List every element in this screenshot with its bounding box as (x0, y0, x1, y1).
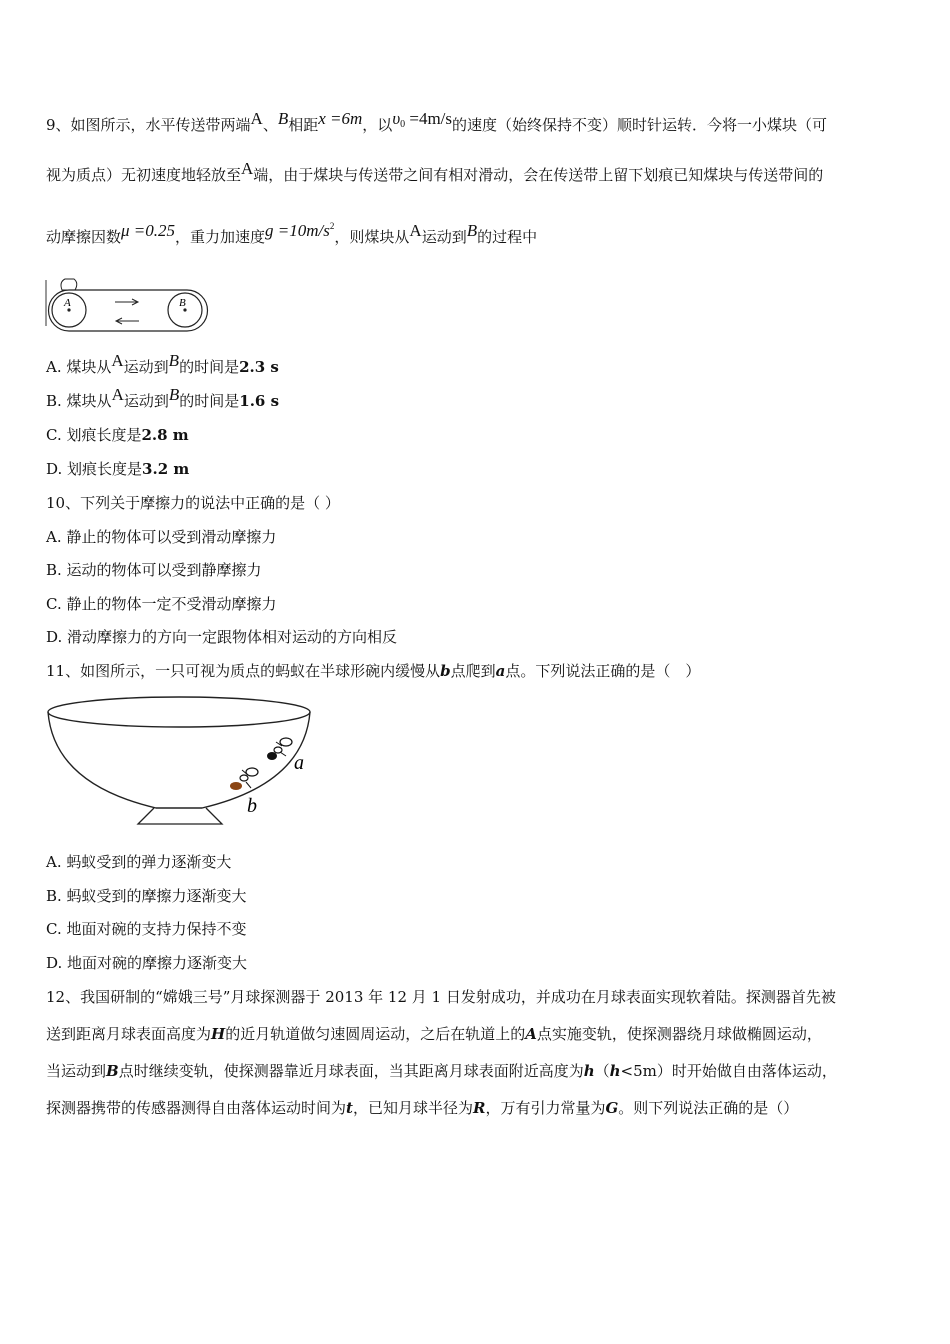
ant-a-icon (267, 738, 292, 760)
q9-line-1: 9、如图所示，水平传送带两端A、B相距x =6m，以$\upsilon_0 =4m/s$的速度（始终保持不变）顺时针运转．今将一小煤块（可 (46, 109, 828, 134)
q12-line-4: 探测器携带的传感器测得自由落体运动时间为t，已知月球半径为R，万有引力常量为G。则下列说法正确的是（） (46, 1099, 799, 1117)
q11-option-c: C. 地面对碗的支持力保持不变 (46, 920, 247, 938)
q11-option-b: B. 蚂蚁受到的摩擦力逐渐变大 (46, 887, 247, 905)
friction-coefficient-formula: μ =0.25 (121, 221, 176, 240)
q12-line-3: 当运动到B点时继续变轨，使探测器靠近月球表面，当其距离月球表面附近高度为h（h<5m）时开始做自由落体运动， (46, 1062, 837, 1080)
q9-line-3: 动摩擦因数μ =0.25，重力加速度$g =10m/s^2$，则煤块从A运动到B的过程中 (46, 221, 538, 246)
figure-label-a: a (294, 752, 304, 774)
q11-option-a: A. 蚂蚁受到的弹力逐渐变大 (46, 853, 232, 871)
figure-label-b: b (247, 795, 257, 817)
q9-option-a: A. 煤块从A运动到B的时间是2.3 s (46, 351, 279, 376)
q9-line-2: 视为质点）无初速度地轻放至A端，由于煤块与传送带之间有相对滑动，会在传送带上留下划痕已知煤块与传送带间的 (46, 159, 824, 184)
figure-label-b: B (179, 297, 186, 309)
bowl-base (138, 808, 222, 824)
q10-stem: 10、下列关于摩擦力的说法中正确的是（ ） (46, 494, 340, 512)
q10-option-d: D. 滑动摩擦力的方向一定跟物体相对运动的方向相反 (46, 628, 398, 646)
bowl-rim (48, 697, 310, 727)
figure-label-a: A (64, 297, 71, 309)
q9-option-d: D. 划痕长度是3.2 m (46, 460, 190, 478)
ant-b-icon (230, 768, 258, 790)
q12-line-2: 送到距离月球表面高度为H的近月轨道做匀速圆周运动，之后在轨道上的A点实施变轨，使探测器绕月球做椭圆运动， (46, 1025, 822, 1043)
q9-option-b: B. 煤块从A运动到B的时间是1.6 s (46, 385, 280, 410)
gravity-formula: $g =10m/s^2$ (265, 221, 335, 240)
distance-formula: x =6m (318, 109, 363, 128)
coal-block-icon (61, 279, 77, 290)
q10-option-b: B. 运动的物体可以受到静摩擦力 (46, 561, 262, 579)
q11-option-d: D. 地面对碗的摩擦力逐渐变大 (46, 954, 248, 972)
q10-option-a: A. 静止的物体可以受到滑动摩擦力 (46, 528, 277, 546)
q11-stem: 11、如图所示，一只可视为质点的蚂蚁在半球形碗内缓慢从b点爬到a点。下列说法正确的是（ ） (46, 662, 701, 680)
q12-line-1: 12、我国研制的“嫦娥三号”月球探测器于 2013 年 12 月 1 日发射成功，并成功在月球表面实现软着陆。探测器首先被 (46, 988, 836, 1006)
q10-option-c: C. 静止的物体一定不受滑动摩擦力 (46, 595, 277, 613)
velocity-formula: $\upsilon_0 =4m/s$ (392, 109, 453, 130)
point-a-label: A (250, 109, 263, 128)
q9-option-c: C. 划痕长度是2.8 m (46, 426, 189, 444)
hemispherical-bowl-figure (46, 694, 316, 830)
point-b-label: B (277, 109, 289, 128)
conveyor-belt-figure (42, 276, 212, 338)
